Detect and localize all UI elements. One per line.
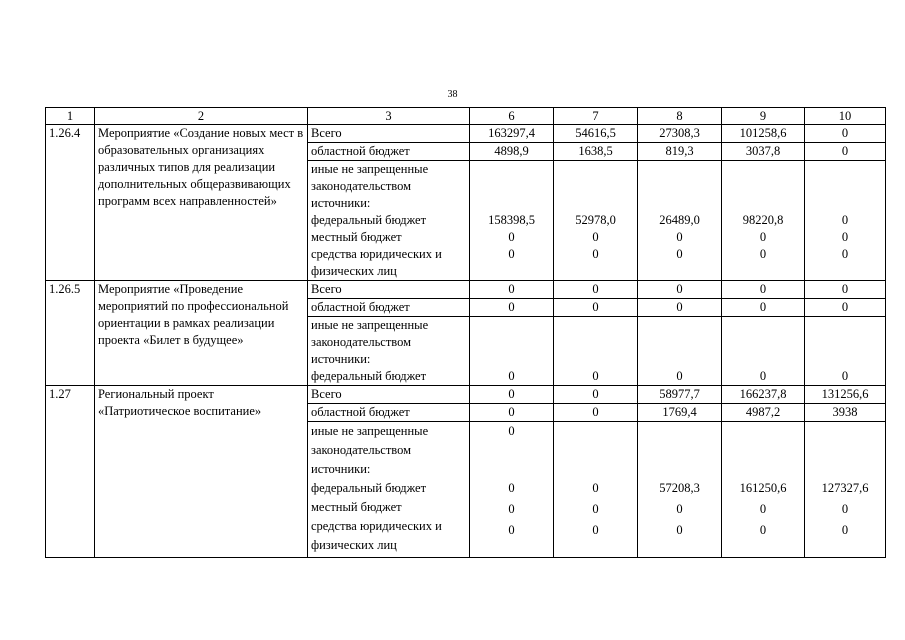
value-cell: 0 — [841, 230, 849, 244]
row-label-block — [308, 161, 470, 281]
value-stack — [554, 422, 638, 558]
table-row — [46, 281, 886, 299]
value-cell: 0 — [508, 247, 515, 261]
section-title: Мероприятие «Создание новых мест в образовательных организациях различных типов для реализации дополнительных общеразвивающих программ всех направленностей» — [95, 125, 308, 281]
value-stack — [554, 317, 638, 386]
row-label: областной бюджет — [308, 299, 470, 317]
row-label: средства юридических и физических лиц — [311, 247, 442, 278]
value-cell: 0 — [676, 502, 683, 516]
value-stack — [722, 317, 805, 386]
section-title: Региональный проект «Патриотическое воспитание» — [95, 386, 308, 558]
row-label: Всего — [308, 125, 470, 143]
value-cell: 0 — [470, 386, 554, 404]
value-cell: 0 — [722, 281, 805, 299]
value-cell: 0 — [638, 299, 722, 317]
value-cell: 163297,4 — [470, 125, 554, 143]
header-col-10: 10 — [805, 108, 886, 125]
value-stack — [805, 161, 886, 281]
value-cell: 0 — [592, 481, 599, 495]
value-cell: 101258,6 — [722, 125, 805, 143]
value-stack — [638, 422, 722, 558]
value-stack — [722, 422, 805, 558]
value-cell: 127327,6 — [821, 481, 869, 495]
row-label-block — [308, 317, 470, 386]
value-cell: 161250,6 — [739, 481, 787, 495]
row-label: федеральный бюджет — [311, 481, 427, 495]
value-cell: 0 — [508, 523, 515, 537]
value-cell: 0 — [841, 247, 849, 261]
value-cell: 0 — [592, 369, 599, 383]
value-cell: 0 — [508, 424, 515, 438]
value-cell: 131256,6 — [805, 386, 886, 404]
value-cell: 0 — [805, 281, 886, 299]
value-stack — [805, 422, 886, 558]
value-stack — [638, 317, 722, 386]
value-cell: 98220,8 — [742, 213, 784, 227]
header-col-7: 7 — [554, 108, 638, 125]
row-label: областной бюджет — [308, 143, 470, 161]
value-cell: 158398,5 — [488, 213, 535, 227]
row-label: средства юридических и физических лиц — [311, 519, 442, 552]
value-cell: 0 — [676, 369, 683, 383]
value-cell: 0 — [592, 502, 599, 516]
value-cell: 0 — [841, 502, 849, 516]
value-cell: 0 — [470, 299, 554, 317]
value-cell: 1769,4 — [638, 404, 722, 422]
value-cell: 0 — [759, 247, 767, 261]
value-cell: 0 — [759, 502, 767, 516]
value-cell: 0 — [554, 386, 638, 404]
value-stack — [554, 161, 638, 281]
value-cell: 0 — [554, 299, 638, 317]
table-row — [46, 125, 886, 143]
value-cell: 0 — [676, 523, 683, 537]
value-stack — [805, 317, 886, 386]
value-cell: 0 — [554, 281, 638, 299]
value-cell: 0 — [592, 523, 599, 537]
value-cell: 0 — [722, 299, 805, 317]
value-cell: 0 — [470, 404, 554, 422]
row-label: федеральный бюджет — [311, 369, 427, 383]
value-cell: 0 — [841, 369, 849, 383]
value-cell: 26489,0 — [659, 213, 700, 227]
table-row — [46, 386, 886, 404]
section-title: Мероприятие «Проведение мероприятий по профессиональной ориентации в рамках реализации проекта «Билет в будущее» — [95, 281, 308, 386]
section-code: 1.26.5 — [46, 281, 95, 386]
header-row — [46, 108, 886, 125]
value-cell: 0 — [508, 481, 515, 495]
row-label: Всего — [308, 281, 470, 299]
section-code: 1.26.4 — [46, 125, 95, 281]
value-cell: 0 — [592, 230, 599, 244]
row-label: Всего — [308, 386, 470, 404]
row-label: местный бюджет — [311, 500, 402, 514]
header-col-9: 9 — [722, 108, 805, 125]
header-col-2: 2 — [95, 108, 308, 125]
header-col-3: 3 — [308, 108, 470, 125]
value-cell: 0 — [841, 213, 849, 227]
row-label: иные не запрещенные законодательством источники: — [311, 318, 429, 366]
header-col-6: 6 — [470, 108, 554, 125]
header-col-8: 8 — [638, 108, 722, 125]
header-col-1: 1 — [46, 108, 95, 125]
value-stack — [470, 317, 554, 386]
value-cell: 0 — [592, 247, 599, 261]
value-cell: 52978,0 — [575, 213, 616, 227]
value-cell: 4987,2 — [722, 404, 805, 422]
value-cell: 0 — [508, 502, 515, 516]
value-cell: 1638,5 — [554, 143, 638, 161]
value-cell: 0 — [805, 143, 886, 161]
value-stack — [470, 422, 554, 558]
row-label: федеральный бюджет — [311, 213, 427, 227]
value-cell: 0 — [508, 369, 515, 383]
value-stack — [722, 161, 805, 281]
row-label: местный бюджет — [311, 230, 402, 244]
row-label: иные не запрещенные законодательством источники: — [311, 162, 429, 210]
value-cell: 57208,3 — [659, 481, 700, 495]
value-cell: 0 — [638, 281, 722, 299]
value-cell: 0 — [759, 230, 767, 244]
value-cell: 3037,8 — [722, 143, 805, 161]
row-label-block — [308, 422, 470, 558]
value-stack — [470, 161, 554, 281]
value-cell: 58977,7 — [638, 386, 722, 404]
value-cell: 4898,9 — [470, 143, 554, 161]
value-cell: 54616,5 — [554, 125, 638, 143]
value-cell: 0 — [841, 523, 849, 537]
page-number: 38 — [447, 89, 458, 100]
value-cell: 3938 — [805, 404, 886, 422]
value-cell: 819,3 — [638, 143, 722, 161]
value-cell: 0 — [470, 281, 554, 299]
row-label: иные не запрещенные законодательством источники: — [311, 424, 429, 476]
value-cell: 0 — [759, 523, 767, 537]
value-cell: 0 — [759, 369, 767, 383]
value-cell: 0 — [508, 230, 515, 244]
section-code: 1.27 — [46, 386, 95, 558]
value-cell: 0 — [676, 247, 683, 261]
row-label: областной бюджет — [308, 404, 470, 422]
value-cell: 0 — [676, 230, 683, 244]
value-stack — [638, 161, 722, 281]
value-cell: 0 — [805, 125, 886, 143]
value-cell: 0 — [805, 299, 886, 317]
budget-table — [45, 107, 886, 558]
value-cell: 166237,8 — [722, 386, 805, 404]
value-cell: 0 — [554, 404, 638, 422]
value-cell: 27308,3 — [638, 125, 722, 143]
